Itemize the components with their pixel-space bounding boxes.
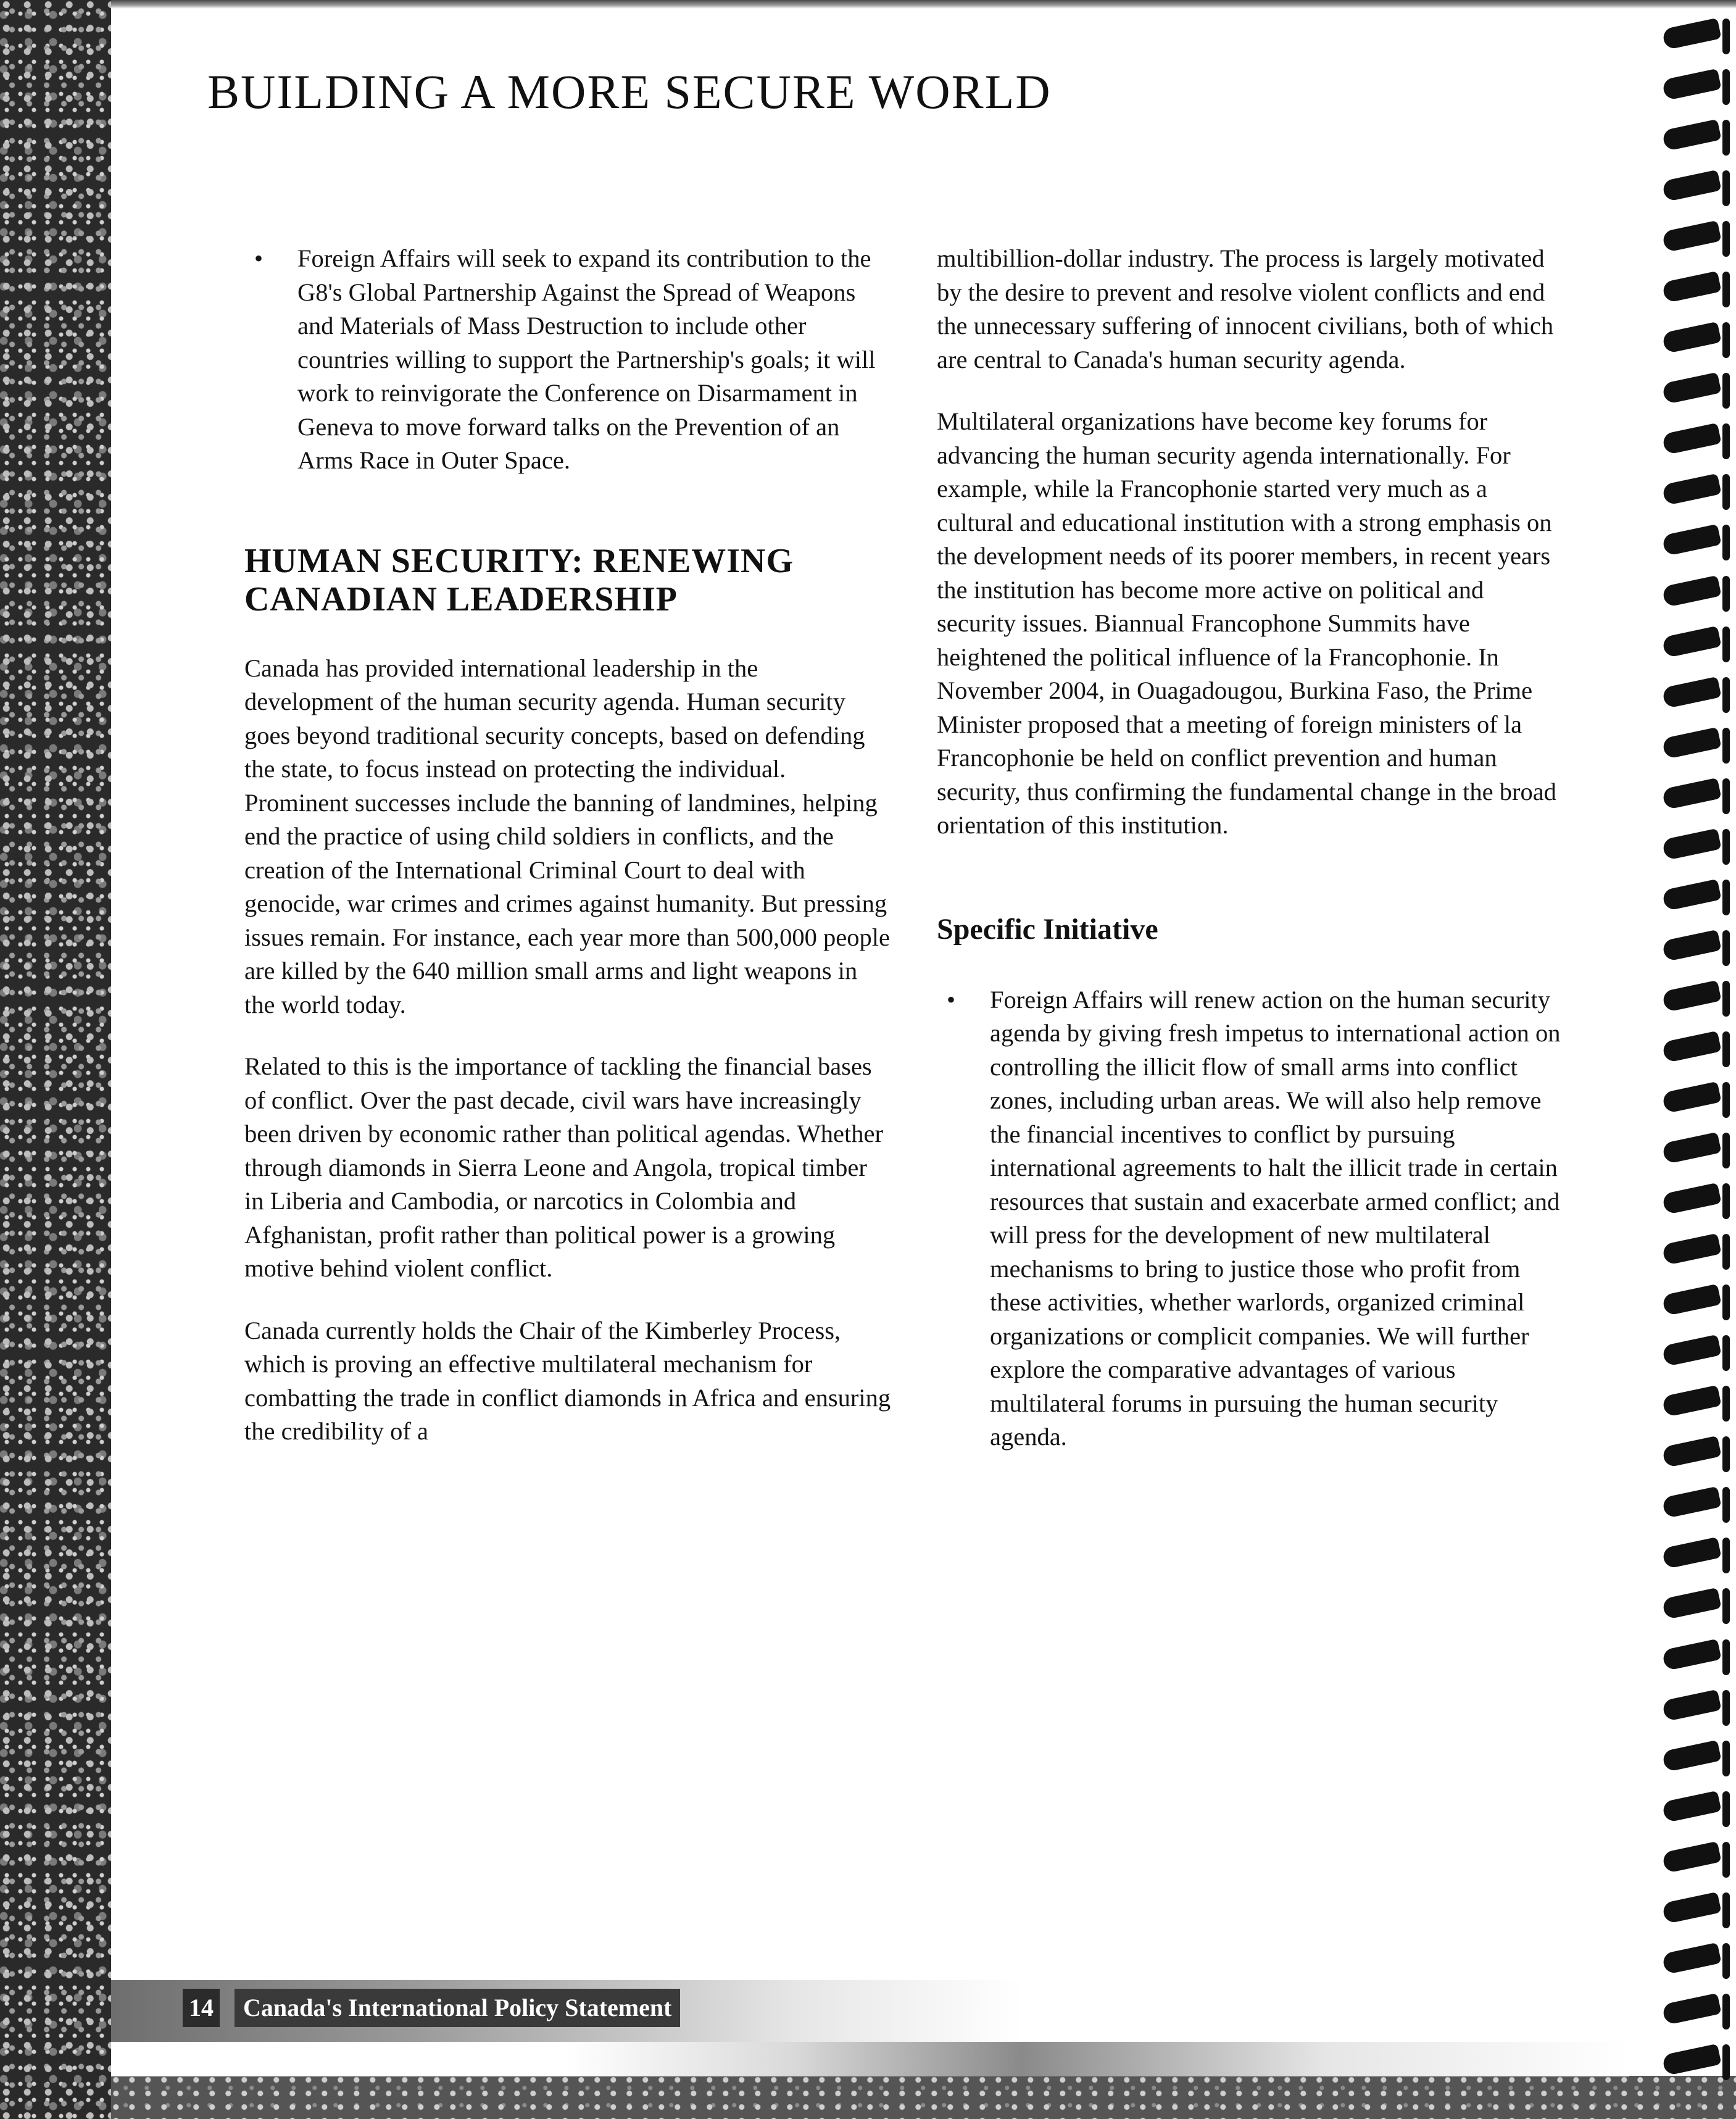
coil-icon [1663, 1943, 1736, 1979]
coil-icon [1663, 19, 1736, 54]
coil-icon [1663, 930, 1736, 966]
coil-icon [1663, 1335, 1736, 1371]
bullet-text: Foreign Affairs will renew action on the human security agenda by giving fresh impetus to international action on controlling the illicit flow of small arms into conflict zones, including urban areas. We will also help remove the financial incentives to conflict by pursuing international agreements to halt the illicit trade in certain resources that sustain and exacerbate armed conflict; and will press for the development of new multilateral mechanisms to bring to justice those who profit from these activities, whether warlords, organized criminal organizations or complicit companies. We will further explore the comparative advantages of various multilateral forums in pursuing the human security agenda. [990, 985, 1561, 1451]
coil-icon [1663, 373, 1736, 409]
coil-icon [1663, 1791, 1736, 1827]
coil-icon [1663, 1082, 1736, 1118]
coil-icon [1663, 1892, 1736, 1928]
coil-icon [1663, 627, 1736, 662]
coil-icon [1663, 69, 1736, 105]
coil-icon [1663, 778, 1736, 814]
page-bottom-edge [111, 2076, 1736, 2119]
page-number: 14 [183, 1989, 220, 2027]
coil-icon [1663, 272, 1736, 307]
right-column [937, 242, 1566, 1454]
bullet-icon: • [947, 985, 956, 1014]
coil-icon [1663, 1183, 1736, 1219]
spiral-binding [1643, 19, 1736, 2080]
coil-icon [1663, 829, 1736, 865]
coil-icon [1663, 576, 1736, 612]
coil-icon [1663, 1284, 1736, 1320]
footer-publication-title: Canada's International Policy Statement [235, 1989, 680, 2027]
coil-icon [1663, 728, 1736, 764]
bullet-item-human-security-agenda [937, 983, 1566, 1454]
coil-icon [1663, 880, 1736, 915]
paragraph-multilateral-organizations: Multilateral organizations have become key forums for advancing the human security agenda internationally. For example, while la Francophonie started very much as a cultural and educational institution with a strong emphasis on the development needs of its poorer members, in recent years the institution has become more active on political and security issues. Biannual Francophone Summits have heightened the political influence of la Francophonie. In November 2004, in Ouagadougou, Burkina Faso, the Prime Minister proposed that a meeting of foreign ministers of la Francophonie be held on conflict prevention and human security, thus confirming the fundamental change in the broad orientation of this institution. [937, 407, 1556, 839]
coil-icon [1663, 1690, 1736, 1726]
coil-icon [1663, 2044, 1736, 2080]
bullet-item-global-partnership [244, 242, 892, 478]
coil-icon [1663, 423, 1736, 459]
coil-icon [1663, 1639, 1736, 1675]
coil-icon [1663, 170, 1736, 206]
sub-heading-specific-initiative: Specific Initiative [937, 912, 1158, 946]
coil-icon [1663, 525, 1736, 560]
coil-icon [1663, 981, 1736, 1017]
coil-icon [1663, 474, 1736, 510]
section-heading-human-security: HUMAN SECURITY: RENEWING CANADIAN LEADERSHIP [244, 541, 794, 618]
paragraph-multibillion-industry: multibillion-dollar industry. The process is largely motivated by the desire to prevent and resolve violent conflicts and end the unnecessary suffering of innocent civilians, both of which are central to Canada's human security agenda. [937, 244, 1554, 373]
paragraph-human-security-leadership: Canada has provided international leadership in the development of the human security agenda. Human security goes beyond traditional security concepts, based on defending the state, to focus instead on protecting the individual. Prominent successes include the banning of landmines, helping end the practice of using child soldiers in conflicts, and the creation of the International Criminal Court to deal with genocide, war crimes and crimes against humanity. But pressing issues remain. For instance, each year more than 500,000 people are killed by the 640 million small arms and light weapons in the world today. [244, 654, 890, 1018]
coil-icon [1663, 1386, 1736, 1422]
coil-icon [1663, 1133, 1736, 1168]
coil-icon [1663, 1487, 1736, 1523]
coil-icon [1663, 1842, 1736, 1878]
coil-icon [1663, 120, 1736, 156]
bullet-text: Foreign Affairs will seek to expand its contribution to the G8's Global Partnership Against the Spread of Weapons and Materials of Mass Destruction to include other countries willing to support the Partnership's goals; it will work to reinvigorate the Conference on Disarmament in Geneva to move forward talks on the Prevention of an Arms Race in Outer Space. [297, 244, 876, 474]
paragraph-financial-bases: Related to this is the importance of tackling the financial bases of conflict. Over the past decade, civil wars have increasingly been driven by economic rather than political agendas. Whether through diamonds in Sierra Leone and Angola, tropical timber in Liberia and Cambodia, or narcotics in Colombia and Afghanistan, profit rather than political power is a growing motive behind violent conflict. [244, 1052, 883, 1282]
binding-edge-texture [0, 0, 111, 2119]
left-column [244, 242, 892, 1477]
footer-band-lower [111, 2042, 1629, 2076]
coil-icon [1663, 221, 1736, 257]
page-top-edge [111, 0, 1736, 9]
coil-icon [1663, 677, 1736, 713]
coil-icon [1663, 1994, 1736, 2029]
coil-icon [1663, 322, 1736, 358]
coil-icon [1663, 1741, 1736, 1776]
coil-icon [1663, 1436, 1736, 1472]
paragraph-kimberley-process: Canada currently holds the Chair of the Kimberley Process, which is proving an effective multilateral mechanism for combatting the trade in conflict diamonds in Africa and ensuring the credibility of a [244, 1316, 891, 1445]
coil-icon [1663, 1031, 1736, 1067]
page-title: BUILDING A MORE SECURE WORLD [207, 65, 1052, 119]
bullet-icon: • [254, 244, 264, 272]
coil-icon [1663, 1588, 1736, 1624]
coil-icon [1663, 1234, 1736, 1270]
coil-icon [1663, 1538, 1736, 1573]
